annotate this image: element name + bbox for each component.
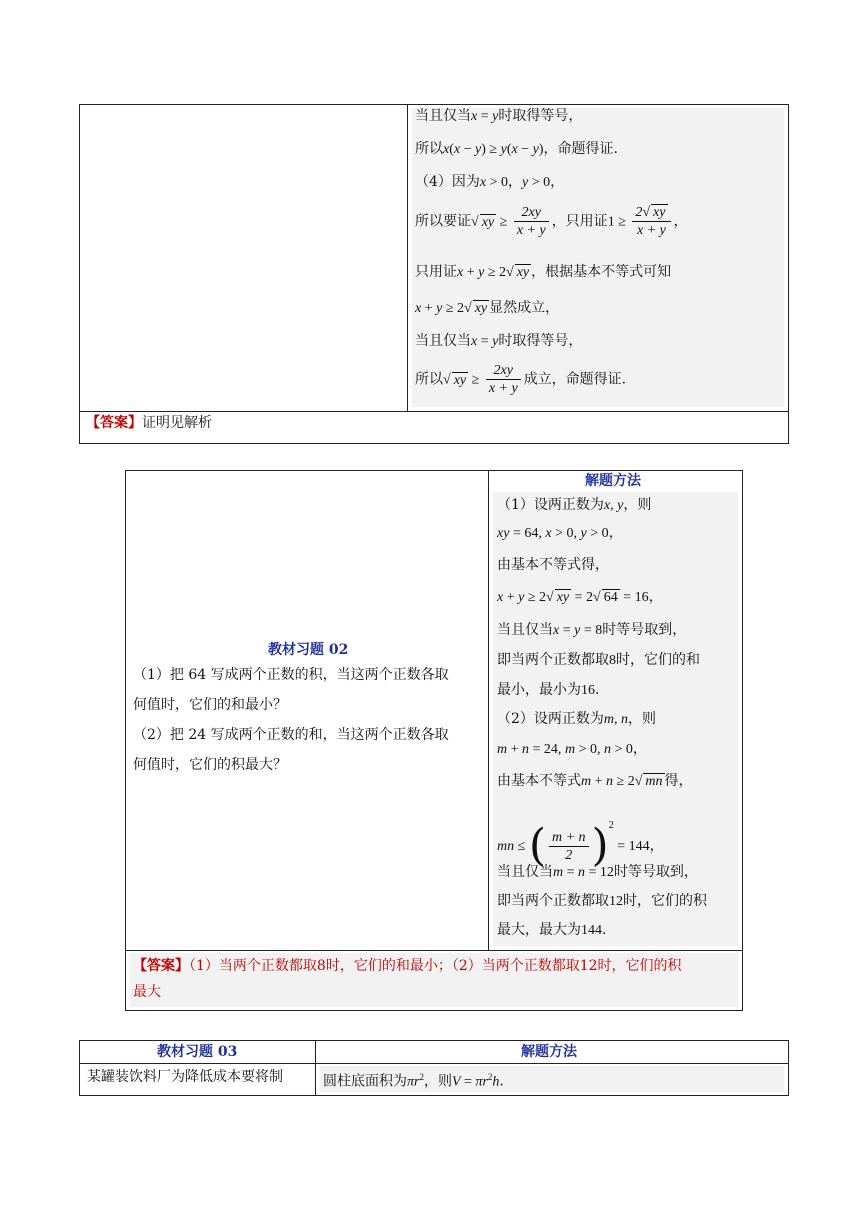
solution-02-line-14: 最大，最大为144. [497, 922, 607, 938]
proof-line-5: 只用证x + y ≥ 2√ xy ，根据基本不等式可知 [415, 264, 672, 280]
proof-line-4: 所以要证√ xy ≥ $\frac{2xy}{x + y}$ ，只用证1 ≥ $\frac{2√ xy}{x + y}$ ， [415, 205, 688, 238]
solution-02-line-6: 即当两个正数都取8时，它们的和 [497, 652, 700, 668]
solution-02-line-3: 由基本不等式得， [497, 557, 609, 573]
proof-line-8: 所以√ xy ≥ $\frac{2xy}{x + y}$ 成立，命题得证. [415, 363, 627, 396]
answer-02-line-2: 最大 [133, 984, 161, 1000]
answer-tag-02: 【答案】 [133, 958, 189, 974]
proof-line-6: x + y ≥ 2√ xy 显然成立， [415, 300, 560, 316]
exercise-03-header-divider [79, 1063, 789, 1064]
proof-answer [86, 413, 212, 433]
exercise-02-answer [133, 951, 682, 981]
solution-03-line: 圆柱底面积为$\pi r^2$，则$V = \pi r^2h$. [323, 1072, 504, 1090]
solution-02-line-13: 即当两个正数都取12时，它们的积 [497, 893, 707, 909]
solution-02-line-2: xy = 64, x > 0, y > 0， [497, 525, 623, 541]
problem-02-line-3: （2）把 24 写成两个正数的和，当这两个正数各取 [133, 727, 449, 743]
answer-text: 证明见解析 [142, 415, 212, 431]
problem-title-03: 教材习题 03 [157, 1044, 238, 1060]
proof-line-1: 当且仅当x = y时取得等号， [415, 108, 583, 124]
answer-02-line-1: （1）当两个正数都取8时，它们的和最小；（2）当两个正数都取12时，它们的积 [189, 958, 682, 974]
problem-title-02: 教材习题 02 [268, 642, 349, 658]
solution-02-line-4: x + y ≥ 2√ xy = 2√ 64 = 16， [497, 589, 663, 605]
solution-02-line-11: mn ≤ ( $\frac{m + n}{2}$ )$^2$ = 144， [497, 820, 664, 871]
method-title-02: 解题方法 [585, 473, 641, 489]
problem-02-line-1: （1）把 64 写成两个正数的积，当这两个正数各取 [133, 667, 449, 683]
problem-02-text [133, 660, 449, 780]
answer-tag: 【答案】 [86, 415, 142, 431]
solution-02-line-9: m + n = 24, m > 0, n > 0， [497, 741, 647, 757]
exercise-03-divider [315, 1040, 316, 1096]
proof-table-divider [407, 104, 408, 411]
problem-03-text: 某罐装饮料厂为降低成本要将制 [87, 1069, 283, 1085]
method-title-03: 解题方法 [521, 1044, 577, 1060]
solution-02-line-10: 由基本不等式m + n ≥ 2√ mn 得， [497, 773, 693, 789]
solution-02-line-5: 当且仅当x = y = 8时等号取到， [497, 622, 687, 638]
proof-table-answer-divider [79, 411, 789, 412]
solution-02-line-8: （2）设两正数为m, n，则 [497, 711, 657, 727]
exercise-02-divider [488, 470, 489, 950]
problem-02-line-2: 何值时，它们的和最小？ [133, 697, 287, 713]
problem-02-line-4: 何值时，它们的积最大？ [133, 757, 287, 773]
solution-02-line-12: 当且仅当m = n = 12时等号取到， [497, 864, 698, 880]
proof-line-7: 当且仅当x = y时取得等号， [415, 333, 583, 349]
proof-line-2: 所以x(x − y) ≥ y(x − y)，命题得证. [415, 141, 618, 157]
proof-line-3: （4）因为x > 0，y > 0， [415, 174, 565, 190]
solution-02-line-7: 最小，最小为16. [497, 682, 600, 698]
solution-02-line-1: （1）设两正数为x, y，则 [497, 497, 652, 513]
